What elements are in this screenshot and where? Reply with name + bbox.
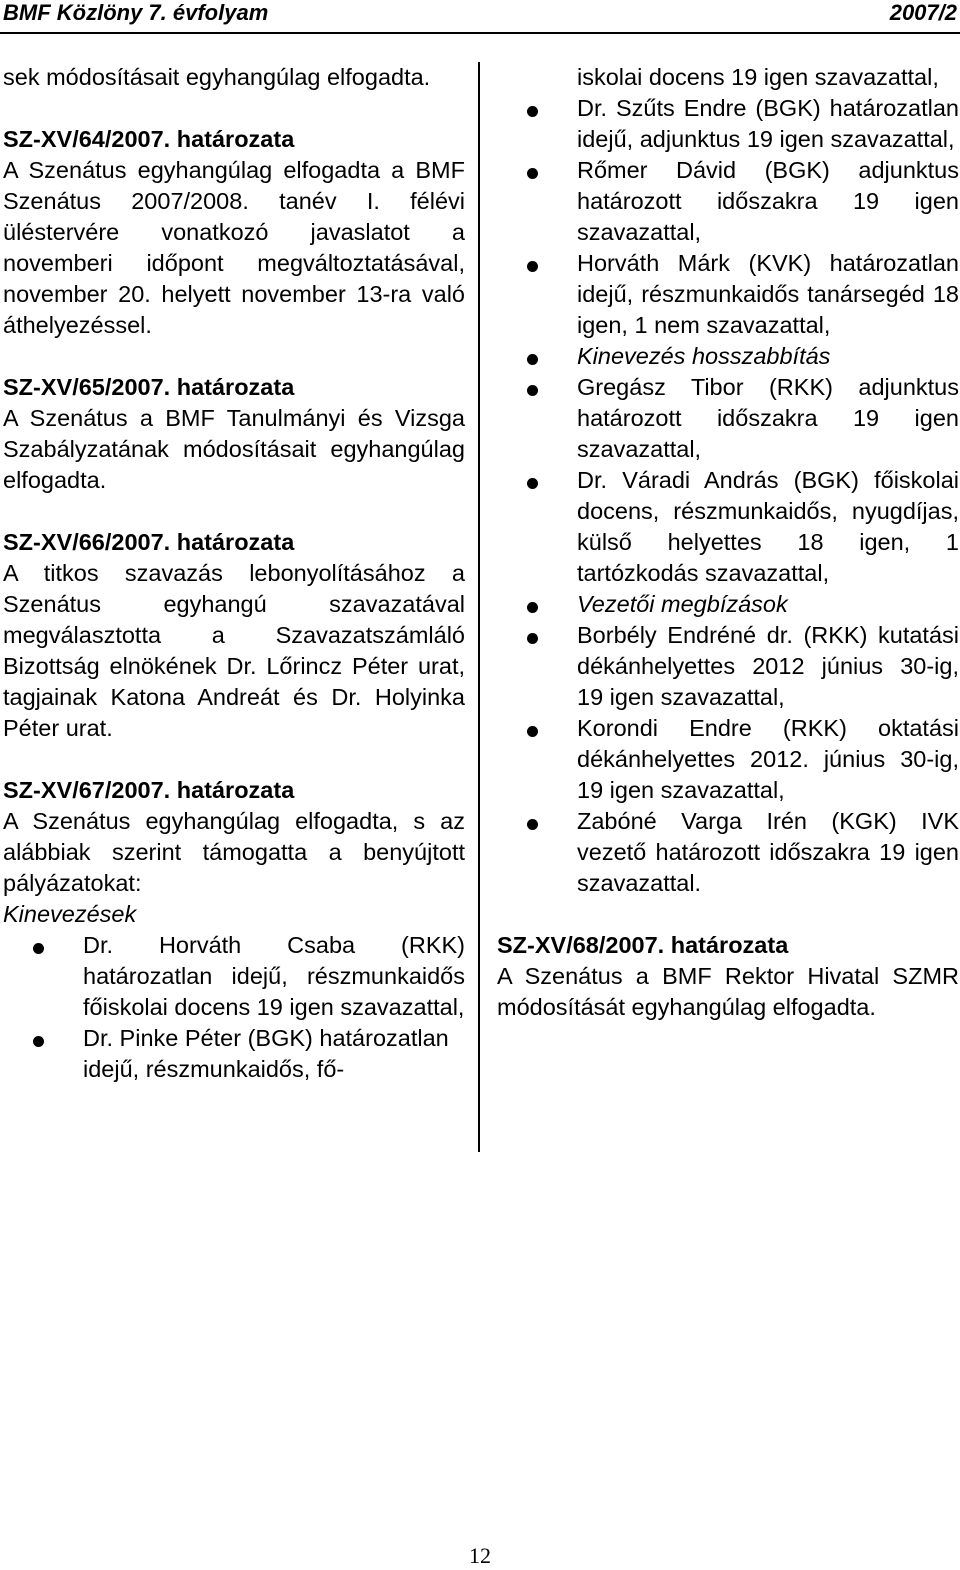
resolution-title: SZ-XV/68/2007. határozata [497, 932, 789, 958]
left-column [3, 62, 465, 1085]
resolution-67 [3, 775, 465, 1085]
resolution-68 [497, 930, 959, 1023]
list-item [497, 806, 959, 899]
bullet-icon [527, 478, 538, 489]
resolution-65 [3, 372, 465, 496]
resolution-text: A Szenátus a BMF Rektor Hivatal SZMR módosítását egyhangúlag elfogadta. [497, 963, 959, 1020]
list-item-text: Dr. Váradi András (BGK) főiskolai docens, részmunkaidős, nyugdíjas, külső helyettes 18 igen, 1 tartózkodás szavazattal, [577, 467, 959, 586]
list-item-continued [497, 62, 959, 93]
appointment-list-continued [497, 62, 959, 899]
list-item-text: Dr. Horváth Csaba (RKK) határozatlan idejű, részmunkaidős főiskolai docens 19 igen szavazattal, [83, 932, 465, 1020]
page-number: 12 [469, 1543, 491, 1568]
subheading-extension: Kinevezés hosszabbítás [577, 343, 831, 369]
list-item [497, 248, 959, 341]
list-item-text: iskolai docens 19 igen szavazattal, [577, 64, 939, 90]
continued-text: sek módosításait egyhangúlag elfogadta. [3, 64, 431, 90]
bullet-icon [527, 385, 538, 396]
resolution-title: SZ-XV/65/2007. határozata [3, 374, 295, 400]
bullet-icon [527, 106, 538, 117]
resolution-64 [3, 124, 465, 341]
list-item-text: Dr. Pinke Péter (BGK) határozatlan idejű, részmunkaidős, fő- [83, 1025, 449, 1082]
journal-title: BMF Közlöny 7. évfolyam [3, 0, 269, 25]
header-rule [0, 32, 960, 34]
resolution-text: A Szenátus a BMF Tanulmányi és Vizsga Szabályzatának módosításait egyhangúlag elfogadta. [3, 405, 465, 493]
column-divider [478, 62, 480, 1152]
subheading-management: Vezetői megbízások [577, 591, 788, 617]
list-item [497, 620, 959, 713]
list-item [497, 589, 959, 620]
list-item-text: Zabóné Varga Irén (KGK) IVK vezető határozott időszakra 19 igen szavazattal. [577, 808, 959, 896]
list-item [497, 713, 959, 806]
resolution-title: SZ-XV/66/2007. határozata [3, 529, 295, 555]
bullet-icon [527, 819, 538, 830]
list-item [497, 341, 959, 372]
resolution-text: A Szenátus egyhangúlag elfogadta, s az alábbiak szerint támogatta a benyújtott pályázatokat: [3, 808, 465, 896]
bullet-icon [527, 633, 538, 644]
list-item-text: Horváth Márk (KVK) határozatlan idejű, részmunkaidős tanársegéd 18 igen, 1 nem szavazattal, [577, 250, 959, 338]
page-header [0, 0, 960, 34]
bullet-icon [33, 1036, 44, 1047]
list-item-text: Dr. Szűts Endre (BGK) határozatlan idejű, adjunktus 19 igen szavazattal, [577, 95, 959, 152]
list-item [497, 372, 959, 465]
list-item [3, 930, 465, 1023]
resolution-title: SZ-XV/64/2007. határozata [3, 126, 295, 152]
list-item [3, 1023, 465, 1085]
bullet-icon [527, 261, 538, 272]
bullet-icon [527, 354, 538, 365]
bullet-icon [527, 726, 538, 737]
list-item [497, 155, 959, 248]
list-item-text: Gregász Tibor (RKK) adjunktus határozott időszakra 19 igen szavazattal, [577, 374, 959, 462]
right-column [497, 62, 959, 1023]
subheading-appointments: Kinevezések [3, 901, 137, 927]
issue-number: 2007/2 [889, 0, 957, 25]
appointment-list [3, 930, 465, 1085]
resolution-title: SZ-XV/67/2007. határozata [3, 777, 295, 803]
resolution-text: A Szenátus egyhangúlag elfogadta a BMF Szenátus 2007/2008. tanév I. félévi üléstervére vonatkozó javaslatot a novemberi időpont megváltoztatásával, november 20. helyett november 13-ra való áthelyezéssel. [3, 157, 465, 338]
resolution-text: A titkos szavazás lebonyolításához a Szenátus egyhangú szavazatával megválasztotta a Szavazatszámláló Bizottság elnökének Dr. Lőrincz Péter urat, tagjainak Katona Andreát és Dr. Holyinka Péter urat. [3, 560, 465, 741]
list-item [497, 93, 959, 155]
list-item-text: Borbély Endréné dr. (RKK) kutatási dékánhelyettes 2012 június 30-ig, 19 igen szavazattal, [577, 622, 959, 710]
bullet-icon [33, 943, 44, 954]
list-item-text: Rőmer Dávid (BGK) adjunktus határozott időszakra 19 igen szavazattal, [577, 157, 959, 245]
list-item [497, 465, 959, 589]
bullet-icon [527, 168, 538, 179]
list-item-text: Korondi Endre (RKK) oktatási dékánhelyettes 2012. június 30-ig, 19 igen szavazattal, [577, 715, 959, 803]
bullet-icon [527, 602, 538, 613]
resolution-66 [3, 527, 465, 744]
